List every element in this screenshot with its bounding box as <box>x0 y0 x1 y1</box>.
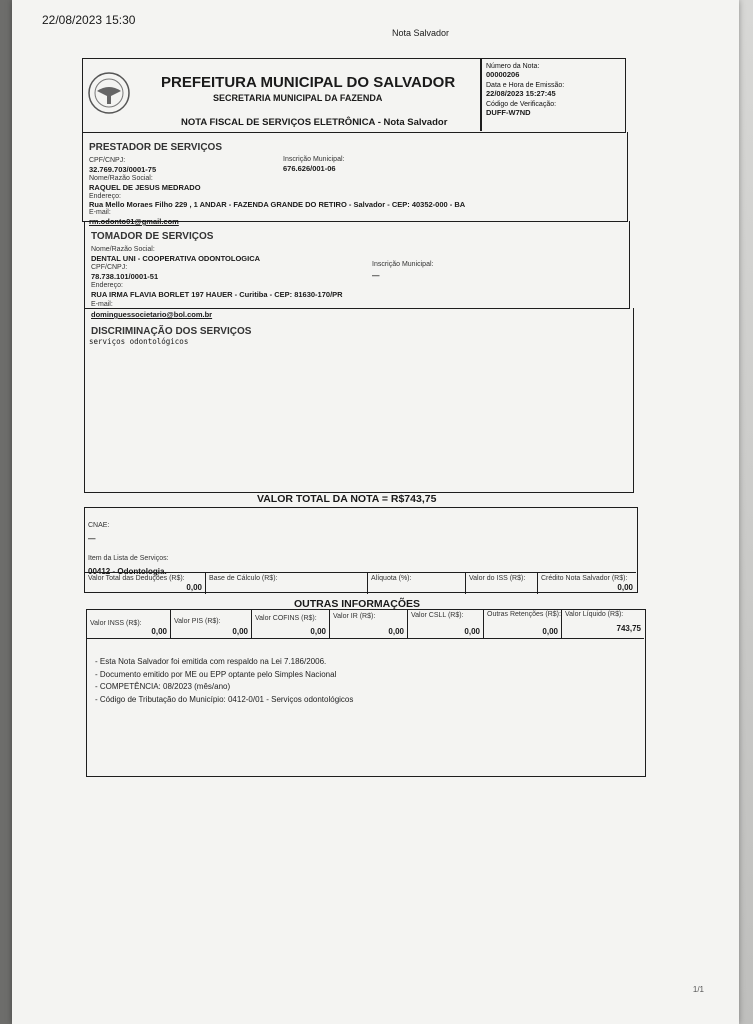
prestador-cpf-value: 32.769.703/0001-75 <box>89 165 157 174</box>
cnae-label: CNAE: <box>88 522 110 529</box>
header-divider <box>480 59 482 131</box>
cofins-label: Valor COFINS (R$): <box>255 615 317 622</box>
ir-label: Valor IR (R$): <box>333 613 376 620</box>
org-name: PREFEITURA MUNICIPAL DO SALVADOR <box>161 74 456 91</box>
inss-cell <box>87 610 171 638</box>
iss-cell <box>466 573 538 594</box>
numero-block <box>486 63 564 117</box>
prestador-email-value: rm.odonto01@gmail.com <box>89 217 179 226</box>
emissao-value: 22/08/2023 15:27:45 <box>486 89 556 99</box>
emissao-label: Data e Hora de Emissão: <box>486 81 565 89</box>
retencoes-value: 0,00 <box>542 627 558 636</box>
credito-value: 0,00 <box>617 583 633 592</box>
valor-total: VALOR TOTAL DA NOTA = R$743,75 <box>257 493 437 505</box>
csll-value: 0,00 <box>464 627 480 636</box>
tomador-section <box>84 221 630 319</box>
prestador-cpf-label: CPF/CNPJ: <box>89 157 126 164</box>
prestador-section <box>82 132 628 226</box>
retencoes-cell <box>484 610 562 638</box>
city-seal-icon <box>87 71 131 115</box>
tomador-email-value: dominguessocietario@bol.com.br <box>91 310 213 319</box>
discriminacao-section <box>84 308 634 493</box>
prestador-im-label: Inscrição Municipal: <box>283 156 345 163</box>
credito-label: Crédito Nota Salvador (R$): <box>541 575 628 582</box>
iss-label: Valor do ISS (R$): <box>469 575 526 582</box>
note-item: - Esta Nota Salvador foi emitida com respaldo na Lei 7.186/2006. <box>95 657 327 666</box>
cnae-value: — <box>88 534 96 543</box>
document-page <box>12 0 739 1024</box>
tomador-title: TOMADOR DE SERVIÇOS <box>91 231 214 242</box>
codigo-value: DUFF-W7ND <box>486 108 531 118</box>
tomador-end-label: Endereço: <box>91 282 123 289</box>
tomador-nome-label: Nome/Razão Social: <box>91 246 155 253</box>
inss-label: Valor INSS (R$): <box>90 620 142 627</box>
pis-label: Valor PIS (R$): <box>174 618 221 625</box>
prestador-email-label: E-mail: <box>89 209 111 216</box>
csll-label: Valor CSLL (R$): <box>411 612 464 619</box>
cnae-section <box>84 507 638 593</box>
base-calculo-label: Base de Cálculo (R$): <box>209 575 278 582</box>
pis-cell <box>171 610 252 638</box>
aliquota-cell <box>368 573 466 594</box>
note-item: - COMPETÊNCIA: 08/2023 (mês/ano) <box>95 682 231 691</box>
retencoes-label: Outras Retenções (R$): <box>487 611 561 618</box>
deducoes-value: 0,00 <box>186 583 202 592</box>
csll-cell <box>408 610 484 638</box>
outras-title: OUTRAS INFORMAÇÕES <box>294 598 420 610</box>
credito-cell <box>538 573 636 594</box>
tomador-email-label: E-mail: <box>91 301 113 308</box>
dept-name: SECRETARIA MUNICIPAL DA FAZENDA <box>213 93 383 103</box>
prestador-end-value: Rua Mello Moraes Filho 229 , 1 ANDAR - FAZENDA GRANDE DO RETIRO - Salvador - CEP: 40352-000 - BA <box>89 200 466 209</box>
cofins-value: 0,00 <box>310 627 326 636</box>
valores-row <box>85 572 636 594</box>
tomador-im-label: Inscrição Municipal: <box>372 261 434 268</box>
pis-value: 0,00 <box>232 627 248 636</box>
numero-label: Número da Nota: <box>486 63 540 70</box>
notes-list <box>95 656 353 706</box>
tomador-im-value: — <box>372 271 380 280</box>
note-item: - Documento emitido por ME ou EPP optante pelo Simples Nacional <box>95 669 337 679</box>
prestador-title: PRESTADOR DE SERVIÇOS <box>89 142 222 153</box>
note-item: - Código de Tributação do Município: 0412-0/01 - Serviços odontológicos <box>95 694 354 704</box>
tomador-nome-value: DENTAL UNI - COOPERATIVA ODONTOLOGICA <box>91 254 261 263</box>
deducoes-label: Valor Total das Deduções (R$): <box>88 575 185 582</box>
deducoes-cell <box>85 573 206 594</box>
numero-value: 00000206 <box>486 70 520 80</box>
aliquota-label: Alíquota (%): <box>371 575 412 582</box>
tomador-cpf-value: 78.738.101/0001-51 <box>91 272 159 281</box>
discriminacao-text: serviços odontológicos <box>89 337 189 346</box>
item-lista-label: Item da Lista de Serviços: <box>88 555 169 562</box>
cofins-cell <box>252 610 330 638</box>
ir-value: 0,00 <box>388 627 404 636</box>
page-number: 1/1 <box>692 985 704 994</box>
liquido-label: Valor Líquido (R$): <box>565 611 624 618</box>
outras-section <box>86 609 646 777</box>
discriminacao-title: DISCRIMINAÇÃO DOS SERVIÇOS <box>91 326 252 337</box>
inss-value: 0,00 <box>151 627 167 636</box>
liquido-cell <box>562 610 644 638</box>
print-page-title: Nota Salvador <box>392 28 450 38</box>
ir-cell <box>330 610 408 638</box>
tomador-end-value: RUA IRMA FLAVIA BORLET 197 HAUER - Curitiba - CEP: 81630-170/PR <box>91 290 343 299</box>
print-datetime: 22/08/2023 15:30 <box>42 13 136 27</box>
liquido-value: 743,75 <box>616 624 641 633</box>
tomador-cpf-label: CPF/CNPJ: <box>91 264 128 271</box>
impostos-row <box>87 610 644 639</box>
nota-header <box>82 58 626 133</box>
base-calculo-cell <box>206 573 368 594</box>
item-lista-value: 00412 - Odontologia. <box>88 567 167 576</box>
codigo-label: Código de Verificação: <box>486 100 557 108</box>
prestador-end-label: Endereço: <box>89 193 121 200</box>
prestador-nome-label: Nome/Razão Social: <box>89 175 153 182</box>
prestador-im-value: 676.626/001-06 <box>283 164 336 173</box>
doc-type: NOTA FISCAL DE SERVIÇOS ELETRÔNICA - Nota Salvador <box>181 117 448 128</box>
prestador-nome-value: RAQUEL DE JESUS MEDRADO <box>89 183 201 192</box>
